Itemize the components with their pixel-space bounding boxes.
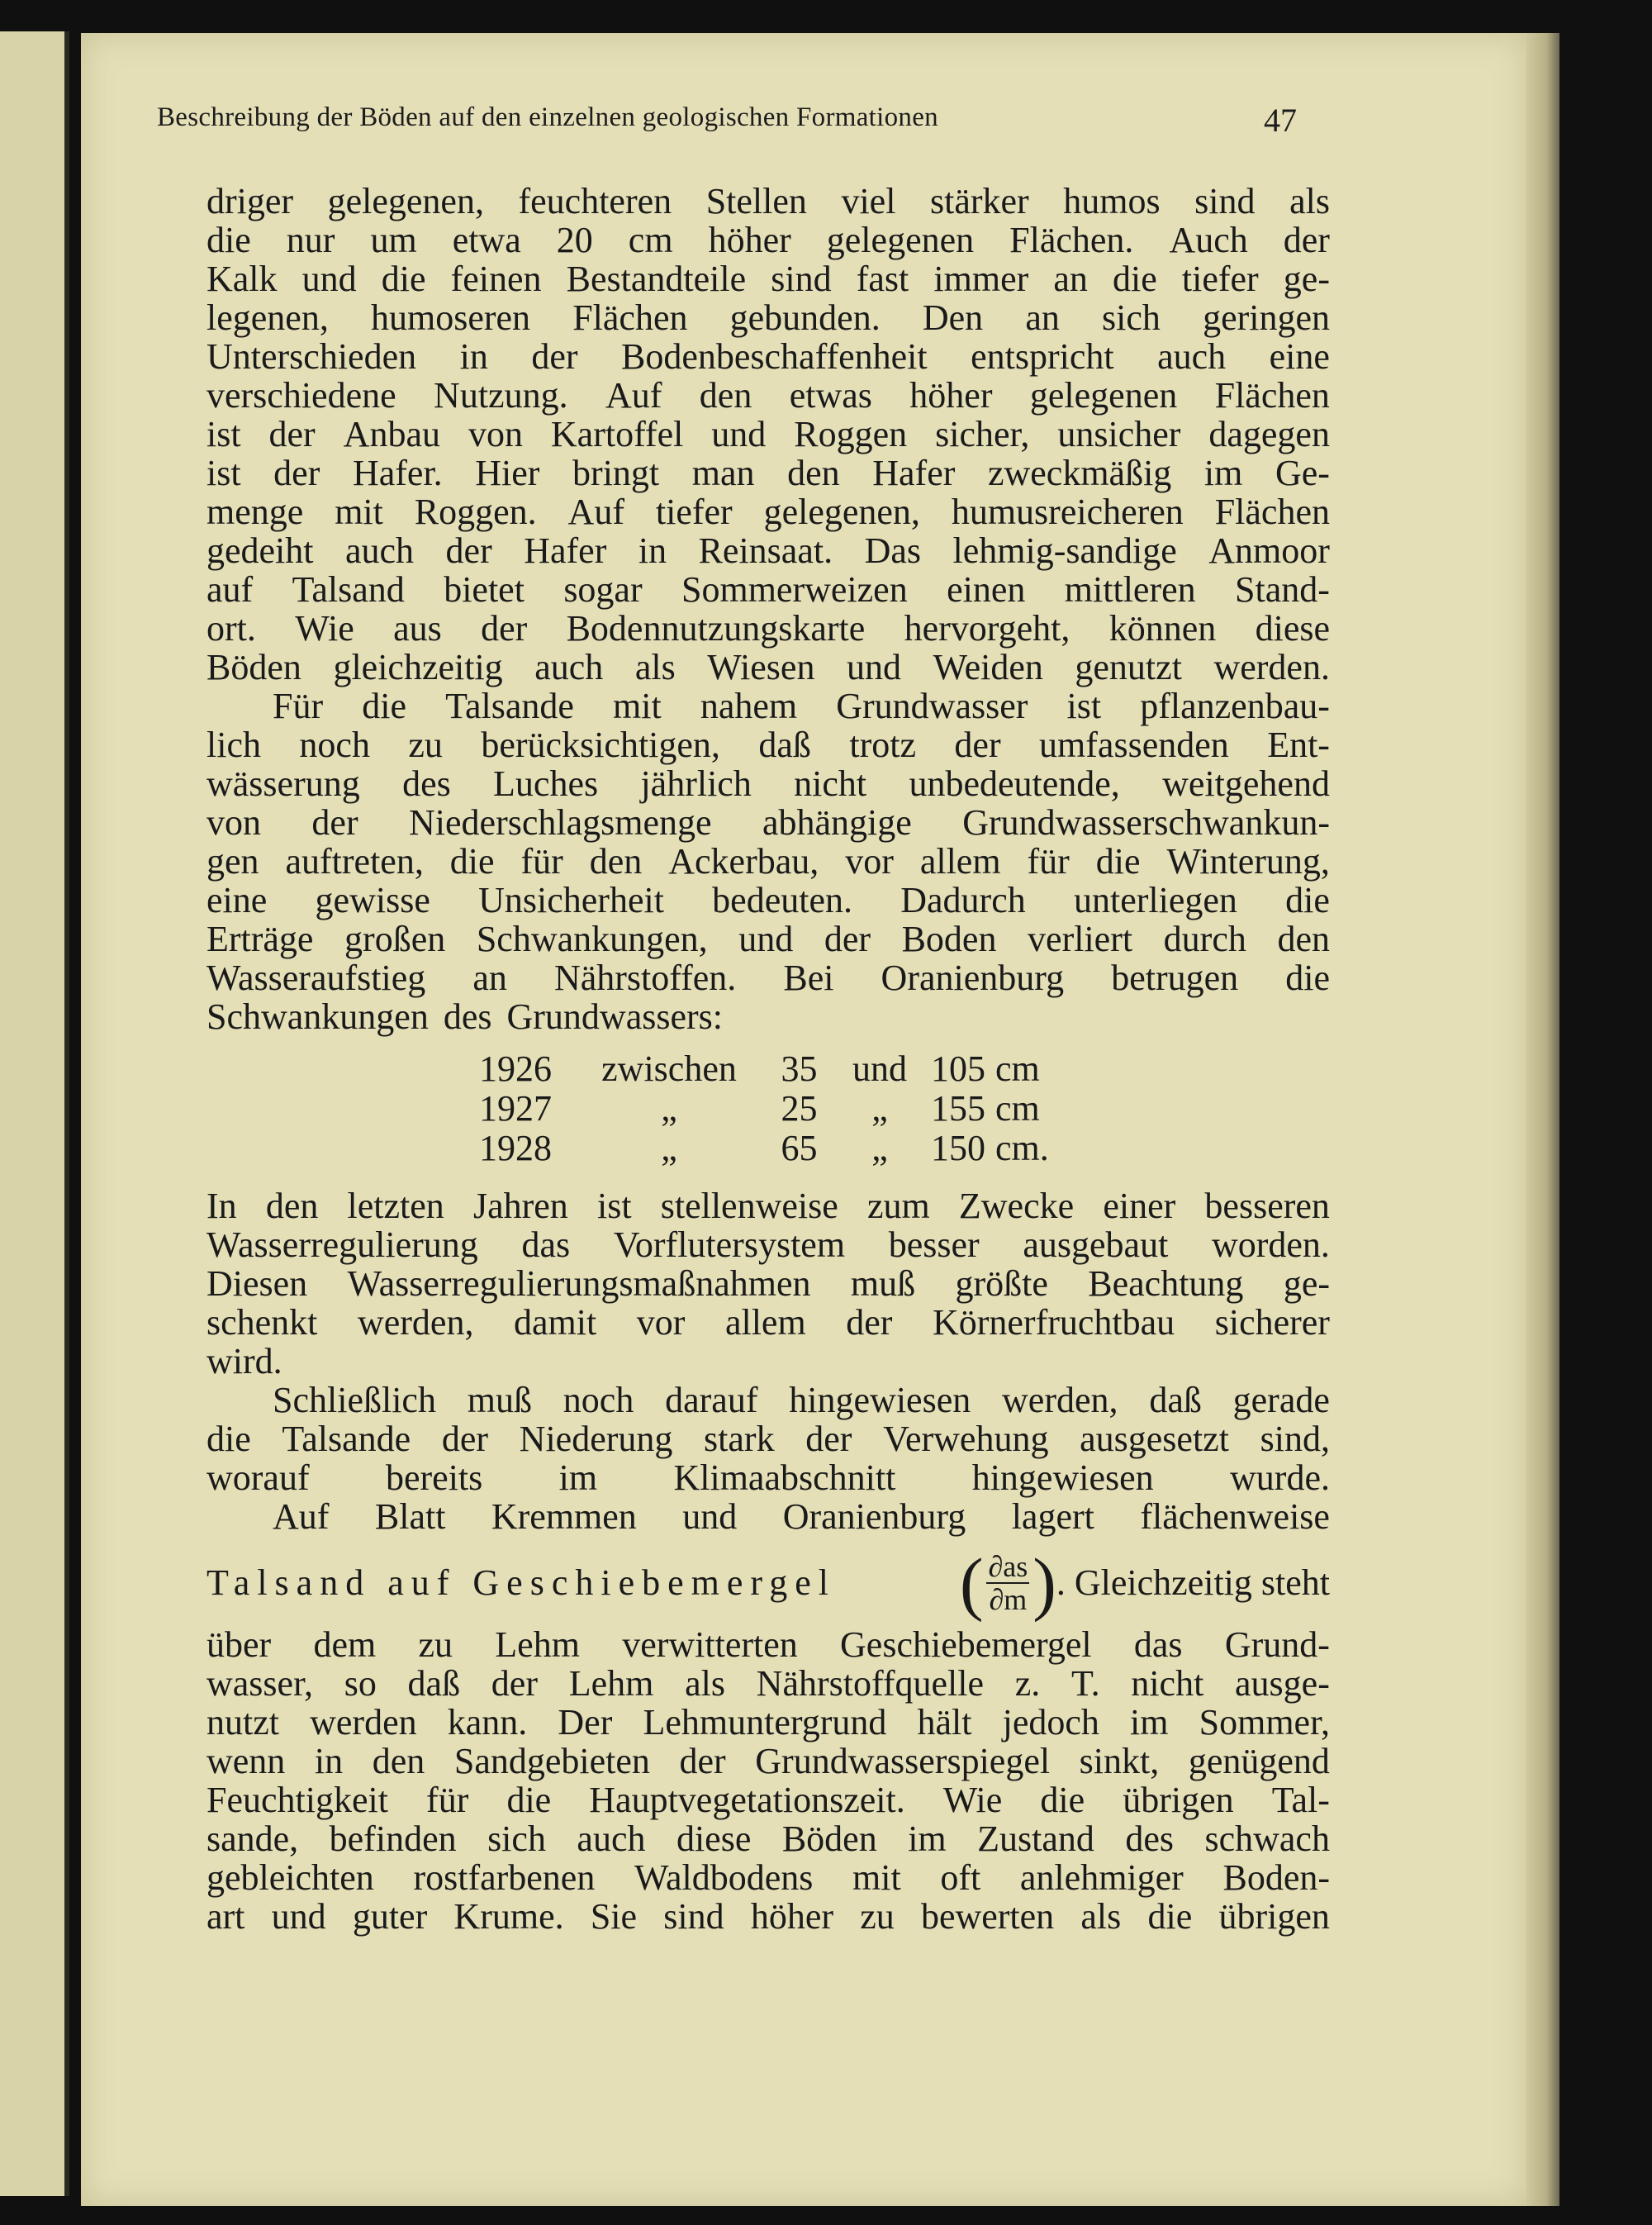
text-line: gebleichten rostfarbenen Waldbodens mit oft anlehmiger Boden- xyxy=(206,1857,1330,1898)
low-cell: 65 xyxy=(781,1128,818,1168)
text-line: Für die Talsande mit nahem Grundwasser ist pflanzenbau- xyxy=(273,686,1330,726)
text-line: Erträge großen Schwankungen, und der Boden verliert durch den xyxy=(206,919,1330,959)
year-cell: 1928 xyxy=(479,1128,552,1168)
text-line: ort. Wie aus der Bodennutzungskarte hervorgeht, können diese xyxy=(206,608,1330,649)
text-line: ist der Hafer. Hier bringt man den Hafer zweckmäßig im Ge- xyxy=(206,453,1330,493)
and-cell: und xyxy=(852,1048,907,1089)
spaced-term: Talsand auf Geschiebemergel xyxy=(206,1562,836,1603)
text-line: die nur um etwa 20 cm höher gelegenen Flächen. Auch der xyxy=(206,220,1330,260)
text-line: schenkt werden, damit vor allem der Körnerfruchtbau sicherer xyxy=(206,1302,1330,1343)
text-line: wenn in den Sandgebieten der Grundwasserspiegel sinkt, genügend xyxy=(206,1741,1330,1781)
high-cell: 150 xyxy=(931,1128,985,1168)
text-line: sande, befinden sich auch diese Böden im Zustand des schwach xyxy=(206,1819,1330,1859)
table-row xyxy=(479,1049,1330,1089)
text-line: wässerung des Luches jährlich nicht unbedeutende, weitgehend xyxy=(206,763,1330,804)
text-line: Unterschieden in der Bodenbeschaffenheit entspricht auch eine xyxy=(206,336,1330,377)
high-cell: 105 xyxy=(931,1048,985,1089)
text-line: lich noch zu berücksichtigen, daß trotz der umfassenden Ent- xyxy=(206,725,1330,765)
high-cell: 155 xyxy=(931,1088,985,1129)
adjacent-page-edge xyxy=(0,31,69,2196)
fraction-stack xyxy=(983,1551,1032,1615)
text-line: Auf Blatt Kremmen und Oranienburg lagert flächenweise xyxy=(273,1496,1330,1537)
unit-cell: cm xyxy=(995,1088,1040,1129)
running-header: Beschreibung der Böden auf den einzelnen geologischen Formationen xyxy=(157,102,938,132)
open-paren: ( xyxy=(959,1543,984,1623)
paragraph-5 xyxy=(206,1625,1330,1936)
text-line: Schließlich muß noch darauf hingewiesen werden, daß gerade xyxy=(273,1380,1330,1420)
text-line: eine gewisse Unsicherheit bedeuten. Dadurch unterliegen die xyxy=(206,880,1330,920)
table-row xyxy=(479,1089,1330,1129)
text-line: wird. xyxy=(206,1341,282,1381)
text-line: art und guter Krume. Sie sind höher zu bewerten als die übrigen xyxy=(206,1896,1330,1937)
word-cell: „ xyxy=(661,1128,677,1168)
paragraph-4 xyxy=(206,1381,1330,1536)
text-line: In den letzten Jahren ist stellenweise zum Zwecke einer besseren xyxy=(206,1186,1330,1226)
word-cell: zwischen xyxy=(601,1048,737,1089)
soil-symbol-fraction xyxy=(959,1543,1330,1623)
text-line: wasser, so daß der Lehm als Nährstoffquelle z. T. nicht ausge- xyxy=(206,1663,1330,1704)
year-cell: 1926 xyxy=(479,1048,552,1089)
and-cell: „ xyxy=(871,1088,888,1129)
unit-cell: cm xyxy=(995,1048,1040,1089)
text-line: gedeiht auch der Hafer in Reinsaat. Das lehmig-sandige Anmoor xyxy=(206,530,1330,571)
text-line: menge mit Roggen. Auf tiefer gelegenen, humusreicheren Flächen xyxy=(206,492,1330,532)
body-text xyxy=(206,182,1330,1936)
low-cell: 25 xyxy=(781,1088,818,1129)
year-cell: 1927 xyxy=(479,1088,552,1129)
text-line: Böden gleichzeitig auch als Wiesen und Weiden genutzt werden. xyxy=(206,647,1330,687)
table-row xyxy=(479,1129,1330,1168)
close-paren: ) xyxy=(1032,1543,1056,1623)
text-line: verschiedene Nutzung. Auf den etwas höher gelegenen Flächen xyxy=(206,375,1330,416)
paragraph-3 xyxy=(206,1186,1330,1381)
page-number: 47 xyxy=(1264,102,1297,139)
text-line: Feuchtigkeit für die Hauptvegetationszeit. Wie die übrigen Tal- xyxy=(206,1780,1330,1820)
text-line: driger gelegenen, feuchteren Stellen viel stärker humos sind als xyxy=(206,181,1330,221)
text-line: ist der Anbau von Kartoffel und Roggen sicher, unsicher dagegen xyxy=(206,414,1330,454)
groundwater-table xyxy=(479,1049,1330,1168)
word-cell: „ xyxy=(661,1088,677,1129)
fraction-denominator: ∂m xyxy=(989,1583,1028,1616)
and-cell: „ xyxy=(871,1128,888,1168)
text-line: Wasserregulierung das Vorflutersystem besser ausgebaut worden. xyxy=(206,1224,1330,1265)
paragraph-2 xyxy=(206,687,1330,1036)
text-line: die Talsande der Niederung stark der Verwehung ausgesetzt sind, xyxy=(206,1419,1330,1459)
text-line: worauf bereits im Klimaabschnitt hingewiesen wurde. xyxy=(206,1457,1330,1498)
low-cell: 35 xyxy=(781,1048,818,1089)
text-line: von der Niederschlagsmenge abhängige Grundwasserschwankun- xyxy=(206,802,1330,843)
text-line: legenen, humoseren Flächen gebunden. Den an sich geringen xyxy=(206,297,1330,338)
unit-cell: cm. xyxy=(995,1128,1049,1168)
text-line: Diesen Wasserregulierungsmaßnahmen muß größte Beachtung ge- xyxy=(206,1263,1330,1304)
formula-line xyxy=(206,1543,1330,1623)
text-line: nutzt werden kann. Der Lehmuntergrund hält jedoch im Sommer, xyxy=(206,1702,1330,1742)
text-line: Wasseraufstieg an Nährstoffen. Bei Oranienburg betrugen die xyxy=(206,958,1330,998)
page-stack-edge xyxy=(1526,33,1559,2206)
paragraph-1 xyxy=(206,182,1330,687)
text-line: gen auftreten, die für den Ackerbau, vor allem für die Winterung, xyxy=(206,841,1330,882)
text-line: über dem zu Lehm verwitterten Geschiebemergel das Grund- xyxy=(206,1624,1330,1665)
fraction-numerator: ∂as xyxy=(988,1550,1028,1583)
text-line: auf Talsand bietet sogar Sommerweizen einen mittleren Stand- xyxy=(206,569,1330,610)
text-line: Schwankungen des Grundwassers: xyxy=(206,996,724,1037)
formula-trailing-text: . Gleichzeitig steht xyxy=(1056,1562,1330,1603)
text-line: Kalk und die feinen Bestandteile sind fast immer an die tiefer ge- xyxy=(206,259,1330,299)
